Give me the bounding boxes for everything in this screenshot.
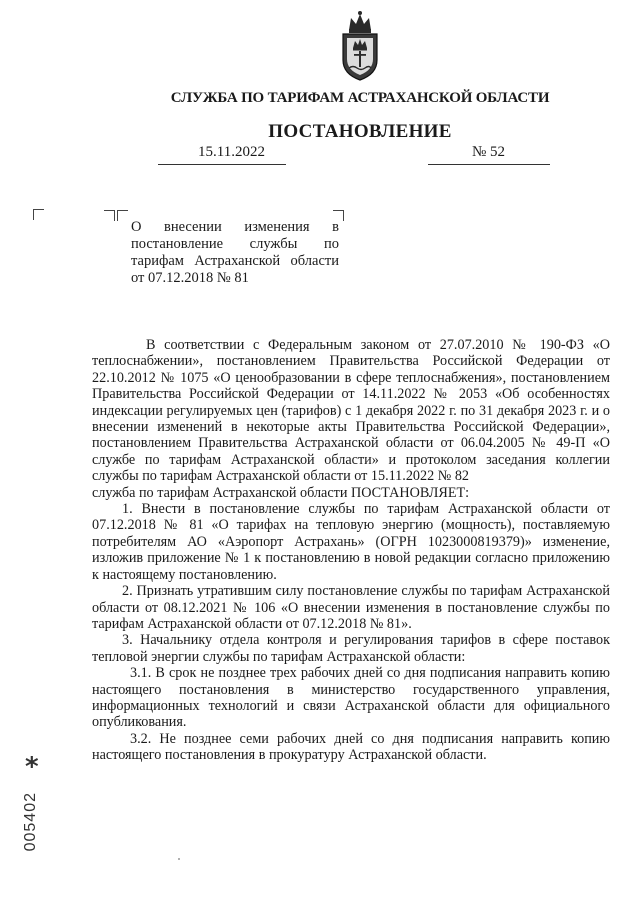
item-1-paragraph: 1. Внести в постановление службы по тарифам Астраханской области от 07.12.2018 № 81 «О тарифах на тепловую энергию (мощность), поставляемую потребителям АО «Аэропорт Астрахань» (ОГРН 1023000819379)» изменение, изложив приложение № 1 к постановлению в новой редакции согласно приложению к настоящему постановлению.	[92, 501, 610, 583]
item-3-paragraph: 3. Начальнику отдела контроля и регулирования тарифов в сфере поставок тепловой энергии службы по тарифам Астраханской области:	[92, 632, 610, 665]
scan-dot	[178, 858, 180, 860]
resolves-line: служба по тарифам Астраханской области ПОСТАНОВЛЯЕТ:	[92, 484, 470, 501]
document-body	[92, 337, 610, 764]
document-subject: О внесении изменения в постановление службы по тарифам Астраханской области от 07.12.2018 № 81	[131, 219, 339, 286]
preamble-paragraph: В соответствии с Федеральным законом от 27.07.2010 № 190-ФЗ «О теплоснабжении», постановлением Правительства Российской Федерации от 22.10.2012 № 1075 «О ценообразовании в сфере теплоснабжения», постановлением Правительства Российской Федерации от 14.11.2022 № 2053 «Об особенностях индексации регулируемых цен (тарифов) с 1 декабря 2022 г. по 31 декабря 2023 г. и о внесении изменений в некоторые акты Правительства Российской Федерации», постановлением Правительства Астраханской области от 06.04.2005 № 49-П «О службе по тарифам Астраханской области» и протоколом заседания коллегии службы по тарифам Астраханской области от 15.11.2022 № 82	[92, 337, 610, 485]
item-3-1-paragraph: 3.1. В срок не позднее трех рабочих дней со дня подписания направить копию настоящего постановления в министерство государственного управления, информационных технологий и связи Астраханской области для официального опубликования.	[92, 665, 610, 731]
agency-name: СЛУЖБА ПО ТАРИФАМ АСТРАХАНСКОЙ ОБЛАСТИ	[170, 90, 550, 106]
document-date: 15.11.2022	[198, 144, 265, 160]
number-underline	[428, 164, 550, 165]
left-corner-mark	[33, 209, 44, 220]
margin-serial-number: 005402	[22, 792, 39, 852]
subject-left-bracket-a	[104, 210, 115, 221]
subject-left-bracket-b	[117, 210, 128, 221]
item-3-2-paragraph: 3.2. Не позднее семи рабочих дней со дня подписания направить копию настоящего постановления в прокуратуру Астраханской области.	[92, 730, 610, 764]
document-type-title: ПОСТАНОВЛЕНИЕ	[268, 121, 452, 142]
coat-of-arms-emblem	[335, 8, 385, 82]
document-number: № 52	[472, 144, 506, 160]
item-2-paragraph: 2. Признать утратившим силу постановление службы по тарифам Астраханской области от 08.12.2021 № 106 «О внесении изменения в постановление службы по тарифам Астраханской области от 07.12.2018 № 81».	[92, 583, 610, 632]
margin-star-mark: *	[25, 752, 39, 782]
date-underline	[158, 164, 286, 165]
